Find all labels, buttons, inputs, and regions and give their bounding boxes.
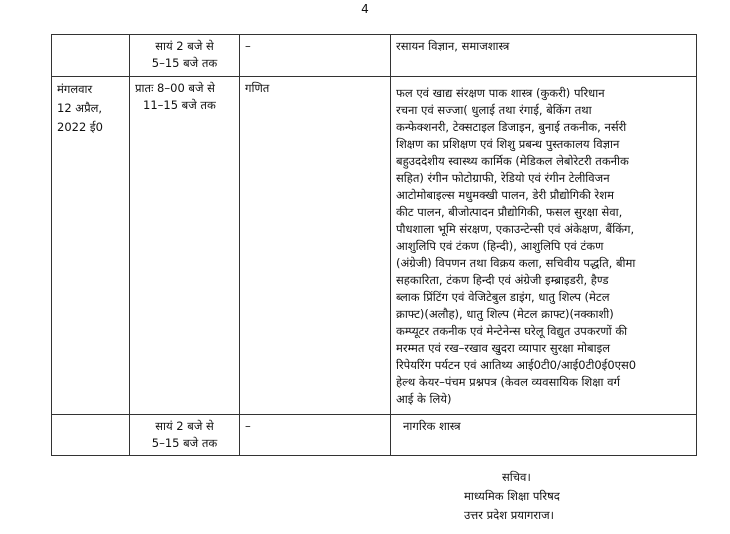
subject-line: क्राफ्ट)(अलौह), धातु शिल्प (मेटल क्राफ्ट)(नक्काशी)	[396, 307, 614, 321]
subject-group-cell: –	[240, 35, 391, 77]
subject-group-cell: –	[240, 415, 391, 456]
subject-line: पौधशाला भूमि संरक्षण, एकाउन्टेन्सी एवं अंकेक्षण, बैंकिंग,	[396, 222, 635, 236]
signature-block	[456, 468, 560, 525]
time-line: प्रातः 8–00 बजे से	[135, 81, 215, 95]
subject-line: नागरिक शास्त्र	[403, 419, 461, 433]
subject-line: कीट पालन, बीजोत्पादन प्रौद्योगिकी, फसल सुरक्षा सेवा,	[396, 205, 623, 219]
subject-line: मरम्मत एवं रख–रखाव खुदरा व्यापार सुरक्षा मोबाइल	[396, 341, 611, 355]
subject-line: रसायन विज्ञान, समाजशास्त्र	[396, 39, 510, 53]
signature-org: माध्यमिक शिक्षा परिषद	[464, 489, 560, 503]
subject-line: कम्प्यूटर तकनीक एवं मेन्टेनेन्स घरेलू विद्युत उपकरणों की	[396, 324, 628, 338]
page-number: 4	[361, 2, 369, 16]
date-line: 12 अप्रैल,	[57, 101, 103, 115]
time-cell	[130, 35, 240, 77]
subject-line: रिपेयरिंग पर्यटन एवं आतिथ्य आई0टी0/आई0टी0ई0एस0	[396, 358, 637, 372]
time-line: 5–15 बजे तक	[151, 436, 218, 450]
subjects-cell	[391, 415, 697, 456]
signature-title: सचिव।	[502, 470, 531, 484]
day-cell	[52, 35, 130, 77]
subject-line: आटोमोबाइल्स मधुमक्खी पालन, डेरी प्रौद्योगिकी रेशम	[396, 188, 614, 202]
day-label: मंगलवार	[57, 82, 93, 96]
time-line: सायं 2 बजे से	[155, 419, 214, 433]
subject-line: आशुलिपि एवं टंकण (हिन्दी), आशुलिपि एवं टंकण	[396, 239, 604, 253]
subject-group-cell: गणित	[240, 77, 391, 415]
table-row	[52, 77, 697, 415]
subject-line: (अंग्रेजी) विपणन तथा विक्रय कला, सचिवीय पद्धति, बीमा	[396, 256, 636, 270]
subject-line: फल एवं खाद्य संरक्षण पाक शास्त्र (कुकरी) परिधान	[396, 86, 605, 100]
time-line: 5–15 बजे तक	[151, 56, 218, 70]
time-cell	[130, 77, 240, 415]
exam-schedule-table	[51, 34, 697, 456]
table-row	[52, 35, 697, 77]
time-line: 11–15 बजे तक	[143, 98, 216, 112]
time-cell	[130, 415, 240, 456]
subjects-cell	[391, 35, 697, 77]
day-cell	[52, 415, 130, 456]
subject-line: कन्फेक्शनरी, टेक्सटाइल डिजाइन, बुनाई तकनीक, नर्सरी	[396, 120, 627, 134]
subject-line: रचना एवं सज्जा( धुलाई तथा रंगाई, बेकिंग तथा	[396, 103, 592, 117]
subject-line: शिक्षण का प्रशिक्षण एवं शिशु प्रबन्ध पुस्तकालय विज्ञान	[396, 137, 620, 151]
subject-line: सहकारिता, टंकण हिन्दी एवं अंग्रेजी इम्ब्राइडरी, हैण्ड	[396, 273, 609, 287]
subject-line: सहित) रंगीन फोटोग्राफी, रेडियो एवं रंगीन टेलीविजन	[396, 171, 610, 185]
signature-location: उत्तर प्रदेश प्रयागराज।	[464, 508, 554, 522]
day-cell	[52, 77, 130, 415]
date-line: 2022 ई0	[57, 120, 103, 134]
subjects-cell	[391, 77, 697, 415]
table-row	[52, 415, 697, 456]
subject-line: हेल्थ केयर–पंचम प्रश्नपत्र (केवल व्यवसायिक शिक्षा वर्ग	[396, 375, 620, 389]
time-line: सायं 2 बजे से	[155, 39, 214, 53]
subject-line: ब्लाक प्रिंटिंग एवं वेजिटेबुल डाइंग, धातु शिल्प (मेटल	[396, 290, 610, 304]
subject-line: आई के लिये)	[396, 392, 452, 406]
subject-line: बहुउददेशीय स्वास्थ्य कार्मिक (मेडिकल लेबोरेटरी तकनीक	[396, 154, 629, 168]
